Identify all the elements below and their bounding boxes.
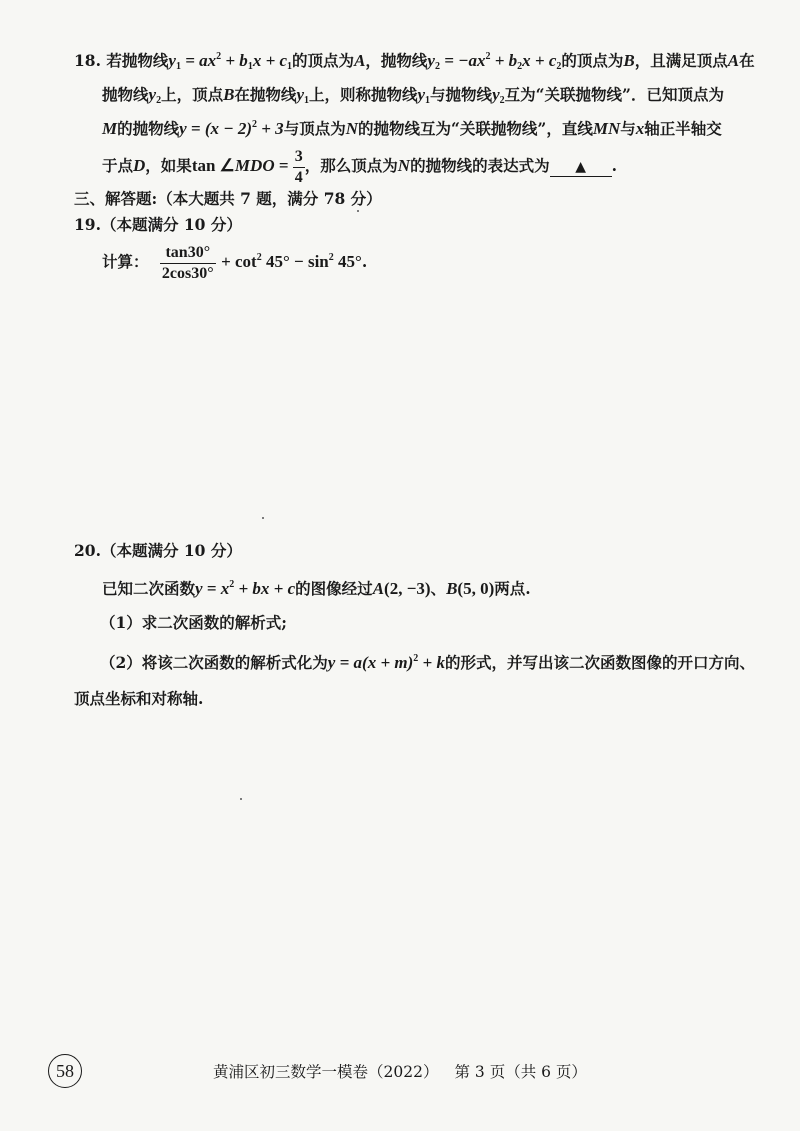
scan-speck (357, 210, 359, 212)
q19-header (74, 214, 242, 236)
formula-vertex-M: $y = (x - 2)^2 + 3$ (179, 119, 284, 138)
formula-y1: $y_1 = ax^2 + b_1x + c_1$ (168, 51, 293, 72)
var-B: B (223, 85, 235, 104)
q20-header (74, 540, 242, 562)
formula-quadratic: $y = x^2$ + bx + c (195, 579, 296, 598)
point-A: A(2, −3) (372, 579, 431, 598)
q19-number: 19. (74, 215, 101, 234)
text: 的顶点为 (561, 51, 624, 70)
q20-part-2-cont: 顶点坐标和对称轴. (74, 689, 204, 708)
scan-speck (240, 798, 242, 800)
text: ，且满足顶点 (634, 51, 728, 70)
fraction-3-4 (293, 147, 305, 188)
text: 在 (739, 51, 755, 70)
var-N: N (345, 119, 358, 138)
q18-line-2 (102, 84, 724, 106)
var-MN: MN (592, 119, 621, 138)
var-M: M (102, 119, 118, 138)
footer-page-number: 第 3 页（共 6 页） (454, 1063, 587, 1081)
text: （2）将该二次函数的解析式化为 (100, 653, 328, 672)
text: 与顶点为 (283, 119, 346, 138)
var-y1: $y_1$ (296, 85, 309, 106)
q20-stem (102, 578, 531, 600)
text: 的抛物线互为“关联抛物线”，直线 (357, 119, 593, 138)
text: . (361, 252, 368, 271)
text: 在抛物线 (234, 85, 297, 104)
var-N: N (397, 156, 411, 175)
q20-number: 20. (74, 541, 101, 560)
formula-y2: $y_2 = -ax^2 + b_2x + c_2$ (427, 51, 562, 72)
q18-number: 18. (74, 51, 101, 70)
text: 的抛物线 (117, 119, 180, 138)
var-MDO: MDO (234, 156, 275, 175)
q20-part-2 (100, 652, 755, 674)
point-B: B(5, 0) (446, 579, 495, 598)
text: 抛物线 (102, 85, 149, 104)
text: 已知二次函数 (102, 579, 196, 598)
text: 的图像经过 (295, 579, 373, 598)
var-A: A (727, 51, 740, 70)
text: 与抛物线 (430, 85, 493, 104)
q18-line-1 (74, 50, 755, 72)
text: ，抛物线 (365, 51, 428, 70)
text: . (611, 156, 617, 175)
q18-line-4 (102, 146, 617, 188)
den: 4 (294, 168, 303, 186)
formula-vertex-form: $y = a(x + m)^2 + k$ (327, 653, 445, 672)
var-y1: $y_1$ (417, 85, 431, 106)
text: 上，顶点 (161, 85, 224, 104)
section-3-heading: 三、解答题:（本大题共 7 题，满分 78 分） (74, 189, 382, 208)
q20-part-1: （1）求二次函数的解析式; (100, 613, 288, 632)
q19-title: （本题满分 10 分） (100, 215, 242, 234)
equals: = (274, 156, 293, 175)
footer-title: 黄浦区初三数学一模卷（2022） (213, 1063, 439, 1081)
var-D: D (133, 156, 146, 175)
text: 与 (620, 119, 636, 138)
q18-line-3 (102, 118, 722, 140)
var-x: x (635, 119, 645, 138)
answer-blank[interactable]: ▲ (550, 158, 612, 177)
scan-speck (262, 517, 264, 519)
footer (0, 1060, 800, 1082)
q20-title: （本题满分 10 分） (100, 541, 242, 560)
text: 、 (430, 579, 447, 598)
page-badge: 58 (48, 1054, 82, 1088)
text: 互为“关联抛物线”．已知顶点为 (504, 85, 724, 104)
expression-rest: + $\cot^2 45^\circ - \sin^2 45^\circ$ (221, 252, 362, 271)
num: tan30° (160, 243, 216, 264)
var-y2: $y_2$ (492, 85, 505, 106)
text: 的顶点为 (292, 51, 355, 70)
calc-label: 计算： (102, 252, 149, 271)
text: ，那么顶点为 (304, 156, 398, 175)
tan-label: tan ∠ (191, 156, 235, 175)
var-A: A (354, 51, 366, 70)
text: 的抛物线的表达式为 (410, 156, 550, 175)
text: 的形式，并写出该二次函数图像的开口方向、 (444, 653, 755, 672)
text: 于点 (102, 156, 134, 175)
var-y2: $y_2$ (148, 85, 162, 106)
text: 若抛物线 (106, 51, 169, 70)
num: 3 (293, 147, 305, 168)
fraction-tan-over-cos (160, 243, 216, 284)
q19-expression (102, 240, 367, 284)
text: 两点. (494, 579, 531, 598)
text: ，如果 (145, 156, 192, 175)
var-B: B (623, 51, 635, 70)
den: 2cos30° (161, 264, 214, 282)
text: 上，则称抛物线 (308, 85, 418, 104)
text: 轴正半轴交 (644, 119, 722, 138)
